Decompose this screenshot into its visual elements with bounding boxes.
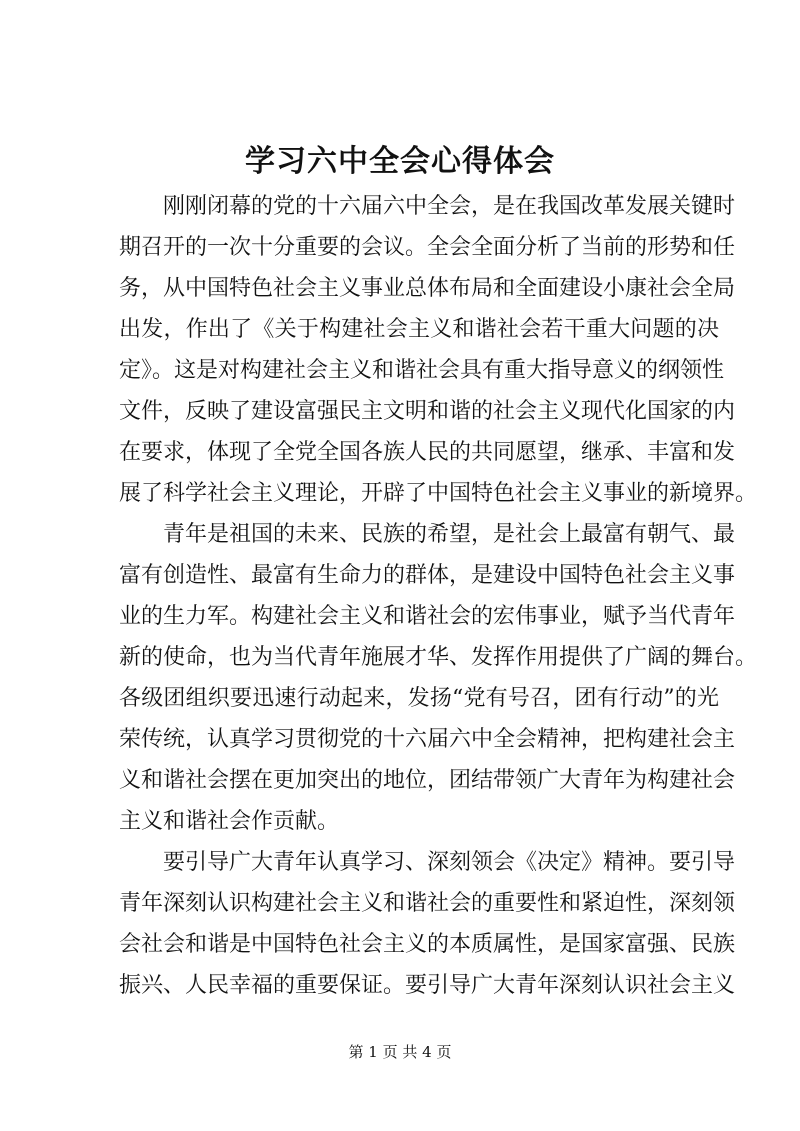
- paragraph-line: 各级团组织要迅速行动起来，发扬“党有号召，团有行动”的光: [119, 686, 719, 711]
- paragraph-line: 要引导广大青年认真学习、深刻领会《决定》精神。要引导: [163, 850, 736, 875]
- paragraph-line: 务，从中国特色社会主义事业总体布局和全面建设小康社会全局: [119, 276, 736, 301]
- paragraph-line: 义和谐社会摆在更加突出的地位，团结带领广大青年为构建社会: [119, 768, 736, 793]
- paragraph-line: 出发，作出了《关于构建社会主义和谐社会若干重大问题的决: [119, 317, 719, 342]
- paragraph-line: 会社会和谐是中国特色社会主义的本质属性，是国家富强、民族: [119, 932, 736, 957]
- paragraph-line: 刚刚闭幕的党的十六届六中全会，是在我国改革发展关键时: [163, 194, 736, 219]
- paragraph-2: [119, 514, 758, 842]
- paragraph-line: 业的生力军。构建社会主义和谐社会的宏伟事业，赋予当代青年: [119, 604, 736, 629]
- paragraph-line: 在要求，体现了全党全国各族人民的共同愿望，继承、丰富和发: [119, 440, 736, 465]
- paragraph-line: 新的使命，也为当代青年施展才华、发挥作用提供了广阔的舞台。: [119, 645, 758, 670]
- page-number-footer: 第 1 页 共 4 页: [348, 1043, 452, 1061]
- paragraph-line: 振兴、人民幸福的重要保证。要引导广大青年深刻认识社会主义: [119, 973, 736, 998]
- document-title: 学习六中全会心得体会: [245, 144, 555, 179]
- paragraph-line: 富有创造性、最富有生命力的群体，是建设中国特色社会主义事: [119, 563, 736, 588]
- paragraph-line: 荣传统，认真学习贯彻党的十六届六中全会精神，把构建社会主: [119, 727, 736, 752]
- paragraph-1: [119, 186, 758, 514]
- paragraph-3: [119, 842, 736, 1006]
- paragraph-line: 期召开的一次十分重要的会议。全会全面分析了当前的形势和任: [119, 235, 736, 260]
- paragraph-line: 定》。这是对构建社会主义和谐社会具有重大指导意义的纲领性: [119, 358, 725, 383]
- document-body: [119, 186, 758, 1006]
- paragraph-line: 青年深刻认识构建社会主义和谐社会的重要性和紧迫性，深刻领: [119, 891, 736, 916]
- paragraph-line: 展了科学社会主义理论，开辟了中国特色社会主义事业的新境界。: [119, 481, 758, 506]
- paragraph-line: 青年是祖国的未来、民族的希望，是社会上最富有朝气、最: [163, 522, 736, 547]
- paragraph-line: 主义和谐社会作贡献。: [119, 809, 340, 834]
- paragraph-line: 文件，反映了建设富强民主文明和谐的社会主义现代化国家的内: [119, 399, 736, 424]
